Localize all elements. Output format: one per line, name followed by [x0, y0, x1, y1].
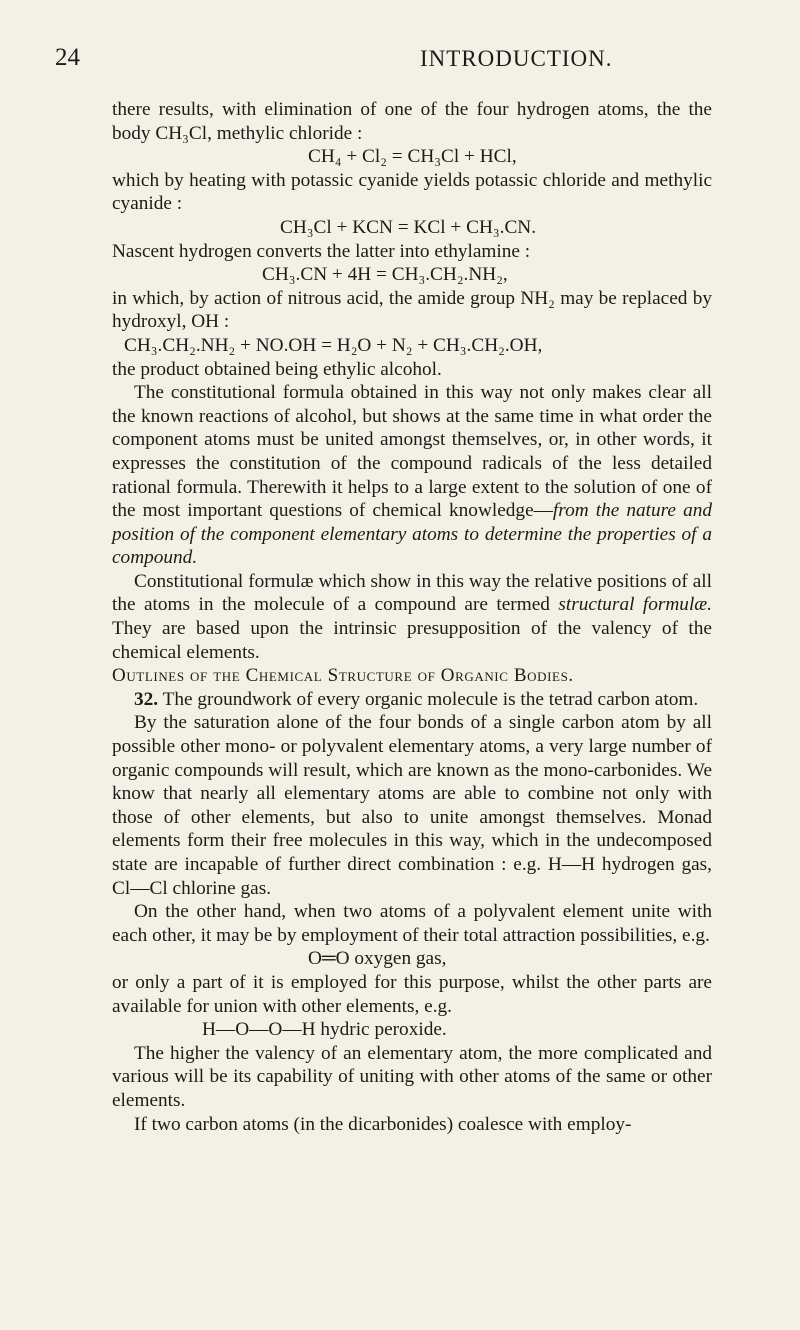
emphasis-text: structural formulæ. [558, 594, 712, 616]
equation: CH₄ + Cl₂ = CH₃Cl + HCl, [308, 146, 517, 168]
emphasis-text: from the nature and position of the component elementary atoms to determine the properties of a compound. [112, 500, 712, 569]
paragraph: If two carbon atoms (in the dicarbonides) coalesce with employ- [134, 1113, 632, 1135]
paragraph: On the other hand, when two atoms of a polyvalent element unite with each other, it may be by employment of their total attraction possibilities, e.g. [112, 901, 712, 946]
equation: CH₃.CN + 4H = CH₃.CH₂.NH₂, [262, 264, 508, 286]
equation: H—O—O—H hydric peroxide. [202, 1019, 447, 1041]
paragraph-text: Constitutional formulæ which show in this way the relative positions of all the atoms in the molecule of a compound are termed [112, 570, 712, 616]
page-header [55, 44, 730, 84]
paragraph [112, 570, 712, 664]
paragraph: Nascent hydrogen converts the latter into ethylamine : [112, 240, 531, 262]
equation: CH₃Cl + KCN = KCl + CH₃.CN. [280, 216, 537, 238]
paragraph: or only a part of it is employed for this purpose, whilst the other parts are available for union with other elements, e.g. [112, 971, 712, 1017]
paragraph-text: They are based upon the intrinsic presupposition of the valency of the chemical elements. [112, 618, 712, 663]
equation: O═O oxygen gas, [308, 948, 447, 970]
equation: CH₃.CH₂.NH₂ + NO.OH = H₂O + N₂ + CH₃.CH₂.OH, [124, 334, 543, 356]
section-heading: Outlines of the Chemical Structure of Organic Bodies. [112, 665, 574, 687]
section-number: 32. [134, 688, 159, 710]
page-number: 24 [55, 44, 80, 71]
paragraph [112, 381, 712, 570]
running-head: INTRODUCTION. [420, 46, 613, 71]
paragraph: The higher the valency of an elementary atom, the more complicated and various will be its capability of uniting with other atoms of the same or other elements. [112, 1042, 712, 1111]
paragraph-text: The groundwork of every organic molecule is the tetrad carbon atom. [158, 688, 699, 710]
paragraph-text: The constitutional formula obtained in this way not only makes clear all the known reactions of alcohol, but shows at the same time in what order the component atoms must be united amongst themselves, or, in other words, it expresses the constitution of the compound radicals of the less detailed rational formula. Therewith it helps to a large extent to the solution of one of the most important questions of chemical knowledge— [112, 382, 712, 522]
page-body [112, 98, 712, 1136]
paragraph: there results, with elimination of one of the four hydrogen atoms, the the body CH₃Cl, methylic chloride : [112, 99, 712, 144]
paragraph: By the saturation alone of the four bonds of a single carbon atom by all possible other mono- or polyvalent elementary atoms, a very large number of organic compounds will result, which are known as the mono-carbonides. We know that nearly all elementary atoms are able to combine not only with those of other elements, but also to unite amongst themselves. Monad elements form their free molecules in this way, which in the undecomposed state are incapable of further direct combination : e.g. H—H hydrogen gas, Cl—Cl chlorine gas. [112, 712, 712, 899]
paragraph: in which, by action of nitrous acid, the amide group NH₂ may be replaced by hydroxyl, OH : [112, 287, 712, 333]
paragraph: the product obtained being ethylic alcohol. [112, 358, 442, 380]
paragraph: which by heating with potassic cyanide yields potassic chloride and methylic cyanide : [112, 169, 712, 215]
paragraph [112, 688, 712, 712]
